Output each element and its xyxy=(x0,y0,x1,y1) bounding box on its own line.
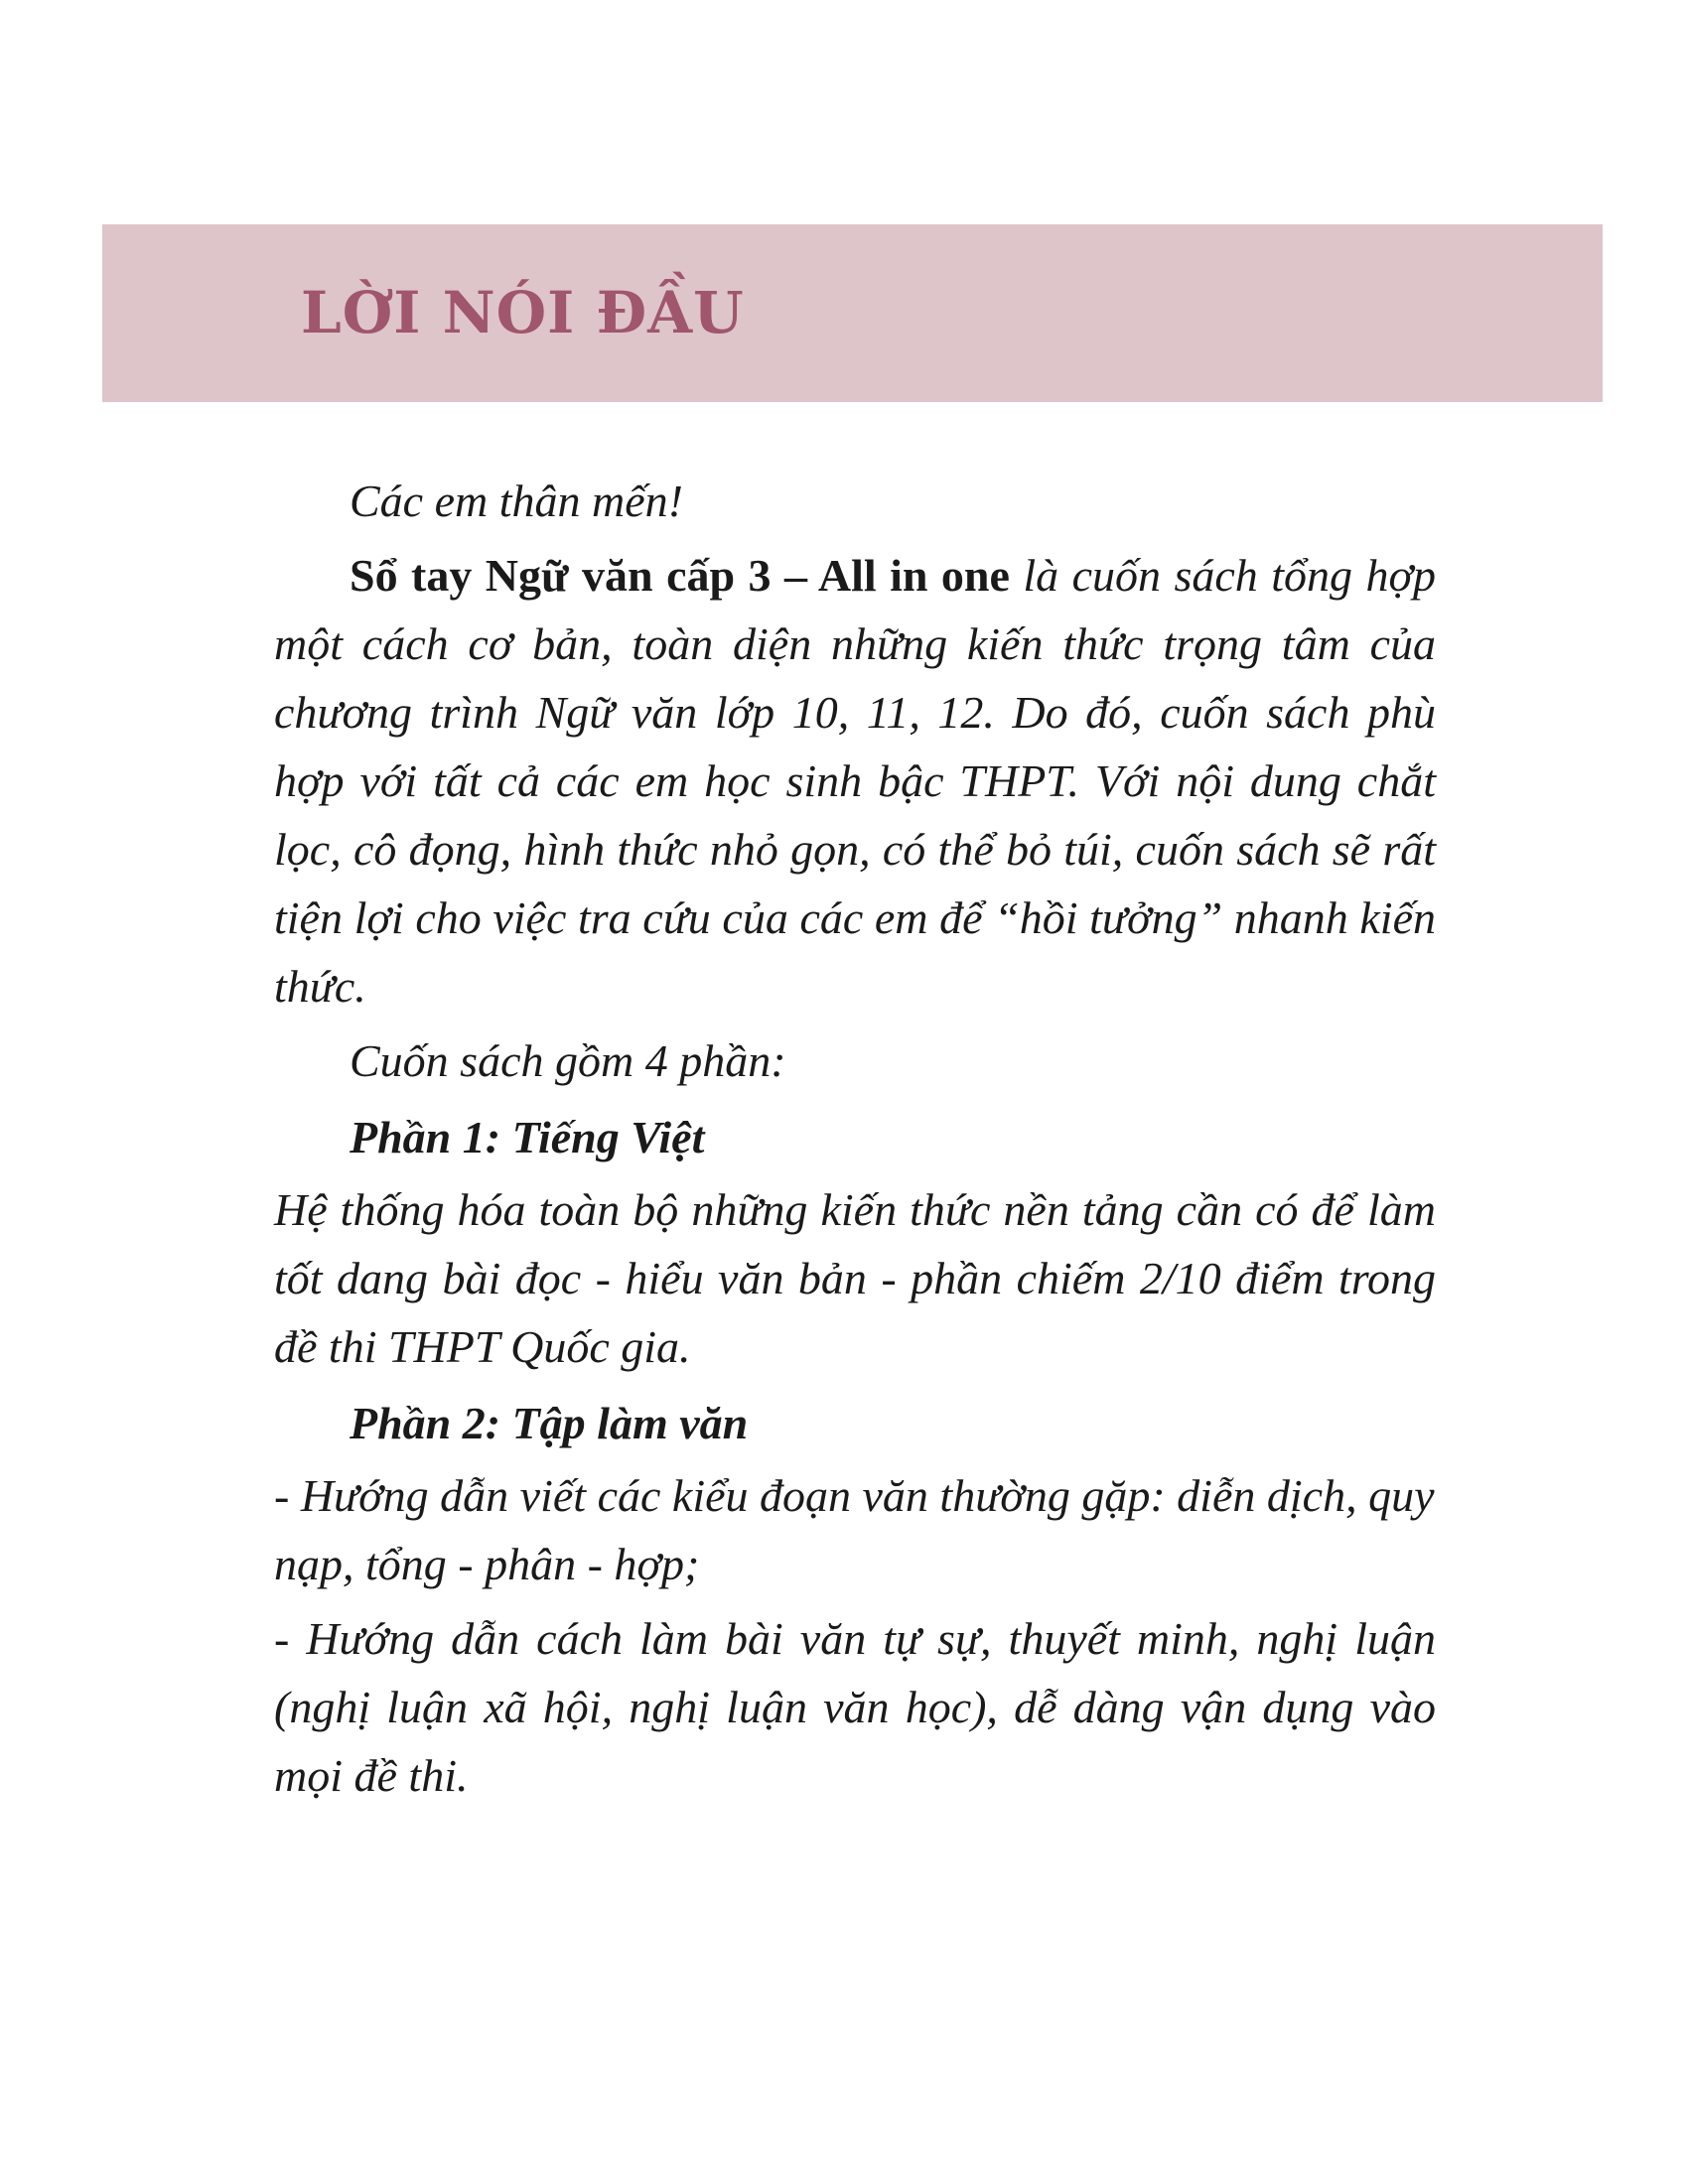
intro-text: là cuốn sách tổng hợp một cách cơ bản, toàn diện những kiến thức trọng tâm của chương trình Ngữ văn lớp 10, 11, 12. Do đó, cuốn sách phù hợp với tất cả các em học sinh bậc THPT. Với nội dung chắt lọc, cô đọng, hình thức nhỏ gọn, có thể bỏ túi, cuốn sách sẽ rất tiện lợi cho việc tra cứu của các em để “hồi tưởng” nhanh kiến thức. xyxy=(274,550,1436,1012)
part2-item: - Hướng dẫn viết các kiểu đoạn văn thường gặp: diễn dịch, quy nạp, tổng - phân - hợp; xyxy=(274,1470,1435,1589)
greeting: Các em thân mến! xyxy=(350,476,683,526)
preface-body xyxy=(274,467,1436,1810)
parts-intro: Cuốn sách gồm 4 phần: xyxy=(350,1035,786,1086)
page-title: LỜI NÓI ĐẦU xyxy=(301,279,745,346)
book-title: Sổ tay Ngữ văn cấp 3 – All in one xyxy=(350,550,1010,601)
part1-description: Hệ thống hóa toàn bộ những kiến thức nền tảng cần có để làm tốt dang bài đọc - hiểu văn bản - phần chiếm 2/10 điểm trong đề thi THPT Quốc gia. xyxy=(274,1184,1436,1372)
part1-heading: Phần 1: Tiếng Việt xyxy=(350,1112,705,1162)
intro-paragraph xyxy=(274,541,1436,1021)
part2-item: - Hướng dẫn cách làm bài văn tự sự, thuyết minh, nghị luận (nghị luận xã hội, nghị luận văn học), dễ dàng vận dụng vào mọi đề thi. xyxy=(274,1613,1436,1801)
header-band xyxy=(102,224,1603,402)
part2-heading: Phần 2: Tập làm văn xyxy=(350,1398,749,1448)
